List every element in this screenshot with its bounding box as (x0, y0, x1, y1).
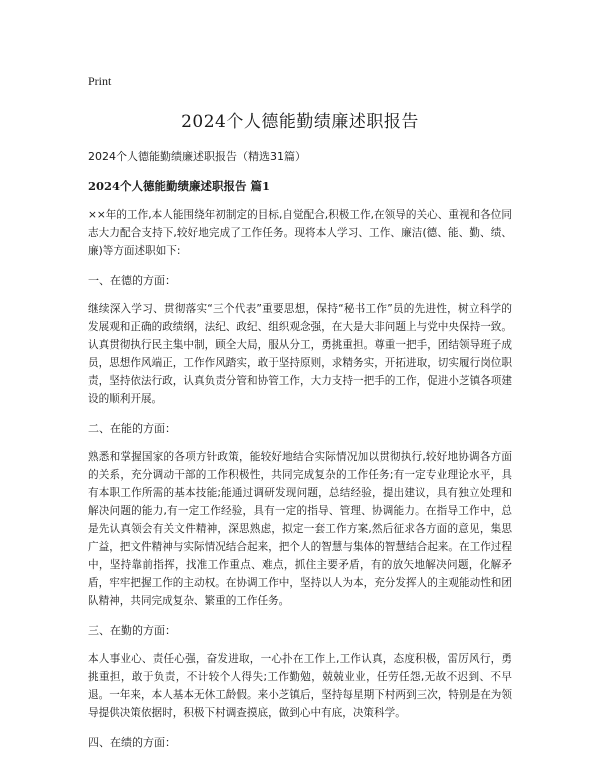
section-title: 2024个人德能勤绩廉述职报告 篇1 (88, 179, 271, 193)
section-body-qin: 本人事业心、责任心强，奋发进取，一心扑在工作上,工作认真，态度积极，雷厉风行，勇挑重担，敢于负责，不计较个人得失;工作勤勉，兢兢业业，任劳任怨,无故不迟到、不早退。一年来，本人基本无休工龄假。来小芝镇后，坚持每星期下村两到三次，特别是在为领导提供决策依据时，积极下村调查摸底，做到心中有底，决策科学。 (88, 653, 512, 719)
intro-paragraph: ××年的工作,本人能围绕年初制定的目标,自觉配合,积极工作,在领导的关心、重视和各位同志大力配合支持下,较好地完成了工作任务。现将本人学习、工作、廉洁(德、能、勤、绩、廉)等方面述职如下: (88, 209, 512, 257)
section-body-de: 继续深入学习、贯彻落实“三个代表”重要思想，保持“秘书工作”员的先进性，树立科学的发展观和正确的政绩纲，法纪、政纪、组织观念强，在大是大非问题上与党中央保持一致。认真贯彻执行民主集中制，顾全大局，服从分工，勇挑重担。尊重一把手，团结领导班子成员，思想作风端正，工作作风踏实，敢于坚持原则，求精务实，开拓进取，切实履行岗位职责，坚持依法行政，认真负责分管和协管工作，大力支持一把手的工作，促进小芝镇各项建设的顺利开展。 (88, 303, 512, 405)
print-link[interactable]: Print (88, 74, 112, 88)
section-heading-de: 一、在德的方面： (88, 274, 176, 287)
section-heading-ji: 四、在绩的方面： (88, 736, 176, 749)
section-heading-qin: 三、在勤的方面： (88, 624, 176, 637)
section-body-neng: 熟悉和掌握国家的各项方针政策，能较好地结合实际情况加以贯彻执行,较好地协调各方面的关系，充分调动干部的工作积极性，共同完成复杂的工作任务;有一定专业理论水平，具有本职工作所需的基本技能;能通过调研发现问题，总结经验，提出建议，具有独立处理和解决问题的能力,有一定工作经验，具有一定的指导、管理、协调能力。在指导工作中，总是先认真领会有关文件精神，深思熟虑，拟定一套工作方案,然后征求各方面的意见，集思广益，把文件精神与实际情况结合起来，把个人的智慧与集体的智慧结合起来。在工作过程中，坚持靠前指挥，找准工作重点、难点，抓住主要矛盾，有的放矢地解决问题，化解矛盾，牢牢把握工作的主动权。在协调工作中，坚持以人为本，充分发挥人的主观能动性和团队精神，共同完成复杂、繁重的工作任务。 (88, 451, 512, 607)
section-heading-neng: 二、在能的方面： (88, 422, 176, 435)
document-subtitle: 2024个人德能勤绩廉述职报告（精选31篇） (88, 150, 306, 163)
page-title: 2024个人德能勤绩廉述职报告 (181, 112, 419, 132)
